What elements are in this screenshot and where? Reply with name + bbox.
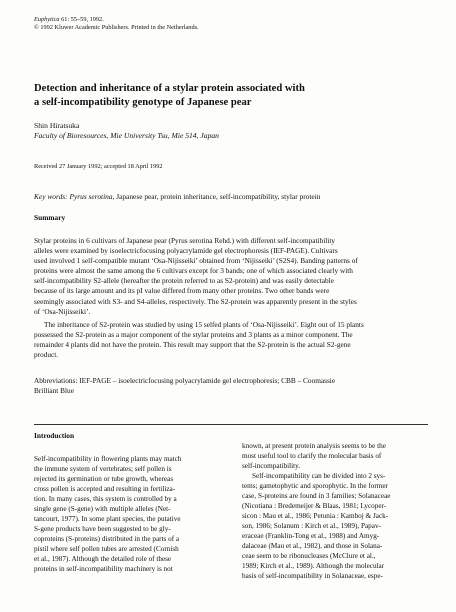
journal-name: Euphytica [34,16,60,23]
journal-volume: 61: 55–59, 1992. [59,16,104,23]
section-divider [34,424,428,425]
text-line: remainder 4 plants did not have the protein. This result may support that the S2-protein is the actual S2-gene [34,340,351,350]
text-line: Stylar proteins in 6 cultivars of Japanese pear (Pyrus serotina Rehd.) with different self-incompatibility [34,236,335,245]
text-line: self-incompatibility. [242,462,301,470]
text-line: self-incompatibility S2-allele (hereafter the protein referred to as S2-protein) and was easily detectable [34,276,334,286]
text-line: case, S-proteins are found in 3 families; Solanaceae [242,492,391,500]
journal-citation [34,16,199,24]
text-line: Abbreviations: IEF-PAGE – isoelectricfocusing polyacrylamide gel electrophoresis; CBB – Coomassie [34,376,336,385]
text-line: Self-incompatibility can be divided into 2 sys- [252,472,386,480]
text-line: Brilliant Blue [34,386,74,396]
keywords-line [34,192,430,201]
text-line: possessed the S2-protein as a major component of the stylar proteins and 3 plants as a minor component. The [34,330,353,340]
title-line: a self-incompatibility genotype of Japanese pear [34,96,252,108]
author-affiliation: Faculty of Bioresources, Mie University Tsu, Mie 514, Japan [34,131,219,140]
text-line: ceae seem to be ribonucleases (McClure et al., [242,552,376,560]
text-line: The inheritance of S2-protein was studied by using 15 selfed plants of ‘Osa-Nijisseiki’. Eight out of 15 plants [44,320,364,329]
text-line: used involved 1 self-compatible mutant ‘Osa-Nijisseiki’ obtained from ‘Nijisseiki’ (S2S4). Banding patterns of [34,256,358,266]
text-line: eraceae (Franklin-Tong et al., 1988) and Amyg- [242,532,380,540]
right-column [242,441,428,581]
author-name: Shin Hiratsuka [34,121,80,130]
text-line: known, at present protein analysis seems to be the [242,442,386,450]
article-title [34,82,434,109]
copyright-line: © 1992 Kluwer Academic Publishers. Printed in the Netherlands. [34,24,199,31]
abbreviations [34,376,428,396]
keywords-species: Pyrus serotina, [69,192,115,201]
text-line: tion. In many cases, this system is controlled by a [34,495,177,503]
text-line: proteins in self-incompatibility machinery is not [34,565,173,573]
text-line: alleles were examined by isoelectricfocusing polyacrylamide gel electrophoresis (IEF-PAGE). Cultivars [34,246,338,256]
text-line: (Nicotiana : Bredemeijer & Blaas, 1981; Lycoper- [242,502,387,510]
text-line: cross pollen is accepted and resulting in fertiliza- [34,485,176,493]
text-line: coproteins (S-proteins) distributed in the parts of a [34,535,180,543]
text-line: tems; gametophytic and sporophytic. In the former [242,482,388,490]
text-line: of ‘Osa-Nijisseiki’. [34,306,91,316]
text-line: basis of self-incompatibility in Solanaceae, espe- [242,572,383,580]
text-line: most useful tool to clarify the molecular basis of [242,452,382,460]
text-line: product. [34,350,59,360]
text-line: proteins were almost the same among the 6 cultivars except for 3 bands; one of which associated clearly with [34,266,353,276]
text-line: 1989; Kirch et al., 1989). Although the molecular [242,562,385,570]
journal-header [34,16,199,32]
text-line: rejected its germination or tube growth, whereas [34,475,174,483]
text-line: tancourt, 1977). In some plant species, the putative [34,515,181,523]
keywords-label: Key words: [34,192,68,201]
text-line: S-gene products have been suggested to be gly- [34,525,171,533]
left-column [34,454,220,574]
keywords-list: Japanese pear, protein inheritance, self-incompatibility, stylar protein [114,192,321,201]
text-line: because of its large amount and its pI value differed from many other proteins. Two other bands were [34,286,330,296]
received-dates: Received 27 January 1992; accepted 18 April 1992 [34,163,163,170]
summary-paragraph-2 [34,320,428,360]
summary-paragraph-1 [34,236,428,317]
text-line: single gene (S-gene) with multiple alleles (Net- [34,505,171,513]
text-line: et al., 1987). Although the detailed role of these [34,555,172,563]
text-line: the immune system of vertebrates; self pollen is [34,465,172,473]
text-line: Self-incompatibility in flowering plants may match [34,455,182,463]
text-line: son, 1986; Solanum : Kirch et al., 1989), Papav- [242,522,381,530]
text-line: pistil where self pollen tubes are arrested (Cornish [34,545,179,553]
text-line: seemingly associated with S3- and S4-alleles, respectively. The S2-protein was apparently present in the styles [34,296,357,306]
title-line: Detection and inheritance of a stylar protein associated with [34,83,305,94]
text-line: dalaceae (Mau et al., 1982), and those in Solana- [242,542,383,550]
text-line: sicon : Mau et al., 1986; Petunia : Kamboj & Jack- [242,512,389,520]
summary-heading: Summary [34,213,66,222]
introduction-heading: Introduction [34,431,75,440]
